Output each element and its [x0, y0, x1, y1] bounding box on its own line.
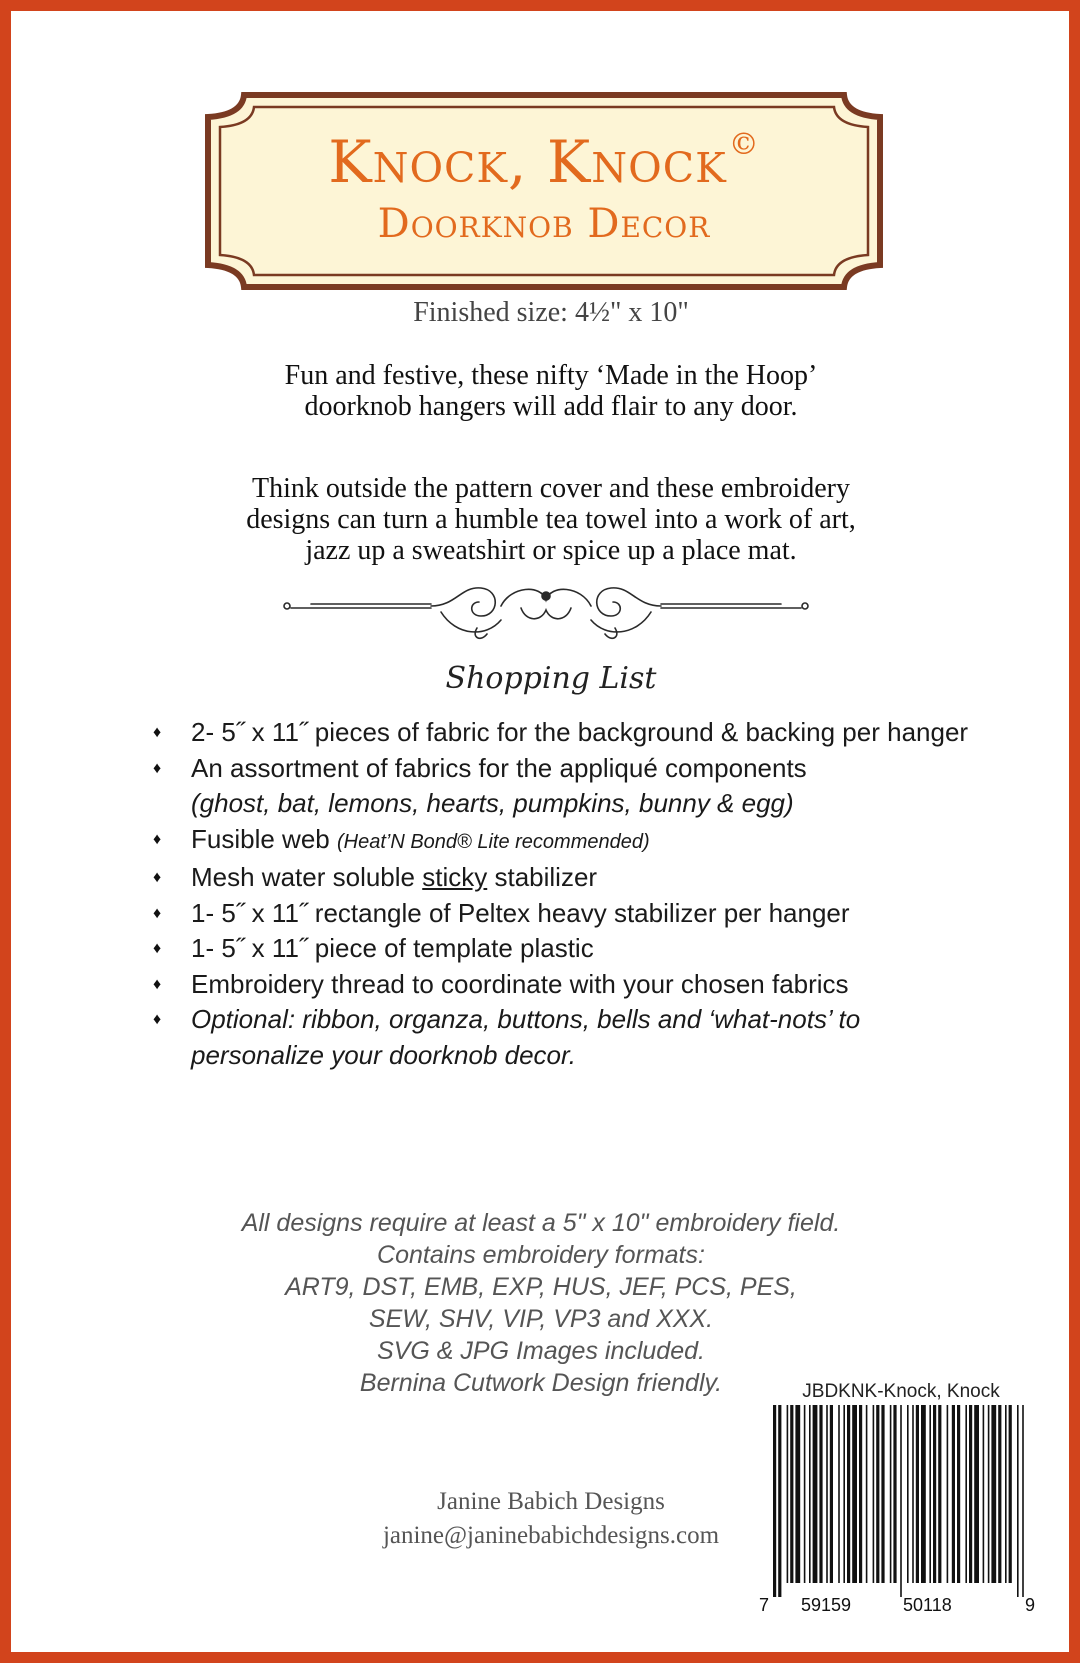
- title-plate: [204, 91, 884, 291]
- barcode-bar: [790, 1405, 793, 1583]
- requirements-block: [191, 1207, 891, 1399]
- list-item: ♦ An assortment of fabrics for the appliqué components (ghost, bat, lemons, hearts, pumpkins, bunny & egg): [153, 752, 807, 818]
- barcode-bar: [852, 1405, 857, 1583]
- requirements-line: ART9, DST, EMB, EXP, HUS, JEF, PCS, PES,: [285, 1273, 797, 1301]
- sku-label: JBDKNK-Knock, Knock: [802, 1381, 1000, 1402]
- barcode-bar: [787, 1405, 789, 1583]
- description-line: Think outside the pattern cover and these embroidery: [252, 473, 850, 504]
- flourish-divider: [281, 576, 811, 646]
- barcode-bar: [957, 1405, 960, 1583]
- diamond-bullet-icon: ♦: [153, 724, 162, 741]
- barcode-bar: [866, 1405, 868, 1583]
- barcode-bar: [969, 1405, 972, 1583]
- company-name: Janine Babich Designs: [437, 1488, 665, 1515]
- barcode-bar: [876, 1405, 879, 1583]
- barcode-bar: [916, 1405, 919, 1583]
- barcode-bar: [847, 1405, 850, 1583]
- barcode-bar: [826, 1405, 828, 1583]
- barcode-bar: [819, 1405, 822, 1583]
- requirements-line: SVG & JPG Images included.: [377, 1337, 705, 1365]
- barcode-bar: [838, 1405, 840, 1583]
- barcode-bar: [998, 1405, 1001, 1583]
- list-item: ♦ 1- 5˝ x 11˝ piece of template plastic: [153, 931, 973, 967]
- barcode-bar: [873, 1405, 875, 1583]
- barcode-bar: [773, 1405, 776, 1597]
- barcode-bar: [1005, 1405, 1007, 1583]
- list-item: ♦ Embroidery thread to coordinate with your chosen fabrics: [153, 967, 973, 1003]
- barcode-bar: [890, 1405, 892, 1583]
- list-item: ♦ 1- 5˝ x 11˝ rectangle of Peltex heavy stabilizer per hanger: [153, 896, 973, 932]
- diamond-bullet-icon: ♦: [153, 869, 162, 886]
- shopping-list-title: Shopping List: [445, 661, 657, 696]
- barcode-bar: [938, 1405, 941, 1583]
- requirements-line: SEW, SHV, VIP, VP3 and XXX.: [368, 1305, 714, 1333]
- barcode: [753, 1405, 1043, 1617]
- finished-size: Finished size: 4½" x 10": [413, 297, 689, 328]
- list-item: ♦ Fusible web (Heat’N Bond® Lite recommended): [153, 822, 973, 861]
- diamond-bullet-icon: ♦: [153, 975, 162, 993]
- barcode-bar: [947, 1405, 949, 1583]
- description-line: designs can turn a humble tea towel into a work of art,: [246, 504, 856, 535]
- barcode-bar: [1022, 1405, 1024, 1597]
- intro-paragraph: [131, 360, 971, 422]
- barcode-bar: [929, 1405, 931, 1583]
- barcode-bar: [778, 1405, 781, 1597]
- barcode-bar: [900, 1405, 902, 1597]
- list-item: ♦ 2- 5˝ x 11˝ pieces of fabric for the background & backing per hanger: [153, 715, 973, 751]
- barcode-bar: [1017, 1405, 1019, 1597]
- barcode-bar: [859, 1405, 862, 1583]
- shopping-list: [153, 715, 973, 1073]
- list-item: ♦ Optional: ribbon, organza, buttons, bells and ‘what-nots’ to personalize your doorknob decor.: [153, 1004, 861, 1070]
- product-title: Knock, Knock©: [328, 127, 760, 196]
- product-subtitle: Doorknob Decor: [377, 201, 711, 247]
- barcode-bar: [991, 1405, 996, 1583]
- diamond-bullet-icon: ♦: [153, 759, 162, 777]
- barcode-bar: [983, 1405, 985, 1583]
- barcode-digit: 7: [759, 1595, 770, 1615]
- barcode-bar: [988, 1405, 990, 1583]
- intro-line: doorknob hangers will add flair to any door.: [304, 391, 798, 422]
- barcode-bar: [933, 1405, 936, 1583]
- barcode-digit: 59159: [801, 1595, 852, 1615]
- barcode-bar: [965, 1405, 967, 1583]
- description-paragraph: [131, 473, 971, 566]
- barcode-bar: [804, 1405, 806, 1583]
- barcode-bar: [893, 1405, 896, 1583]
- barcode-bar: [912, 1405, 914, 1583]
- barcode-digit: 50118: [903, 1595, 952, 1615]
- requirements-line: Bernina Cutwork Design friendly.: [359, 1369, 723, 1397]
- barcode-bar: [974, 1405, 979, 1583]
- barcode-bar: [843, 1405, 845, 1583]
- diamond-bullet-icon: ♦: [153, 904, 162, 922]
- barcode-bar: [1009, 1405, 1012, 1583]
- description-line: jazz up a sweatshirt or spice up a place mat.: [305, 535, 797, 566]
- diamond-bullet-icon: ♦: [153, 940, 162, 957]
- barcode-bar: [809, 1405, 811, 1583]
- requirements-line: All designs require at least a 5" x 10" embroidery field.: [241, 1209, 841, 1237]
- contact-email: janine@janinebabichdesigns.com: [382, 1522, 720, 1549]
- barcode-bar: [795, 1405, 800, 1583]
- barcode-bar: [881, 1405, 884, 1583]
- barcode-digit: 9: [1025, 1595, 1036, 1615]
- barcode-bar: [830, 1405, 833, 1583]
- intro-line: Fun and festive, these nifty ‘Made in the Hoop’: [284, 360, 818, 391]
- barcode-bar: [907, 1405, 909, 1583]
- list-item: ♦ Mesh water soluble sticky stabilizer: [153, 860, 973, 896]
- diamond-bullet-icon: ♦: [153, 1011, 162, 1028]
- contact-block: [281, 1485, 821, 1553]
- diamond-bullet-icon: ♦: [153, 830, 162, 848]
- barcode-bar: [952, 1405, 955, 1583]
- barcode-bar: [813, 1405, 818, 1583]
- barcode-bar: [921, 1405, 926, 1583]
- requirements-line: Contains embroidery formats:: [377, 1241, 705, 1269]
